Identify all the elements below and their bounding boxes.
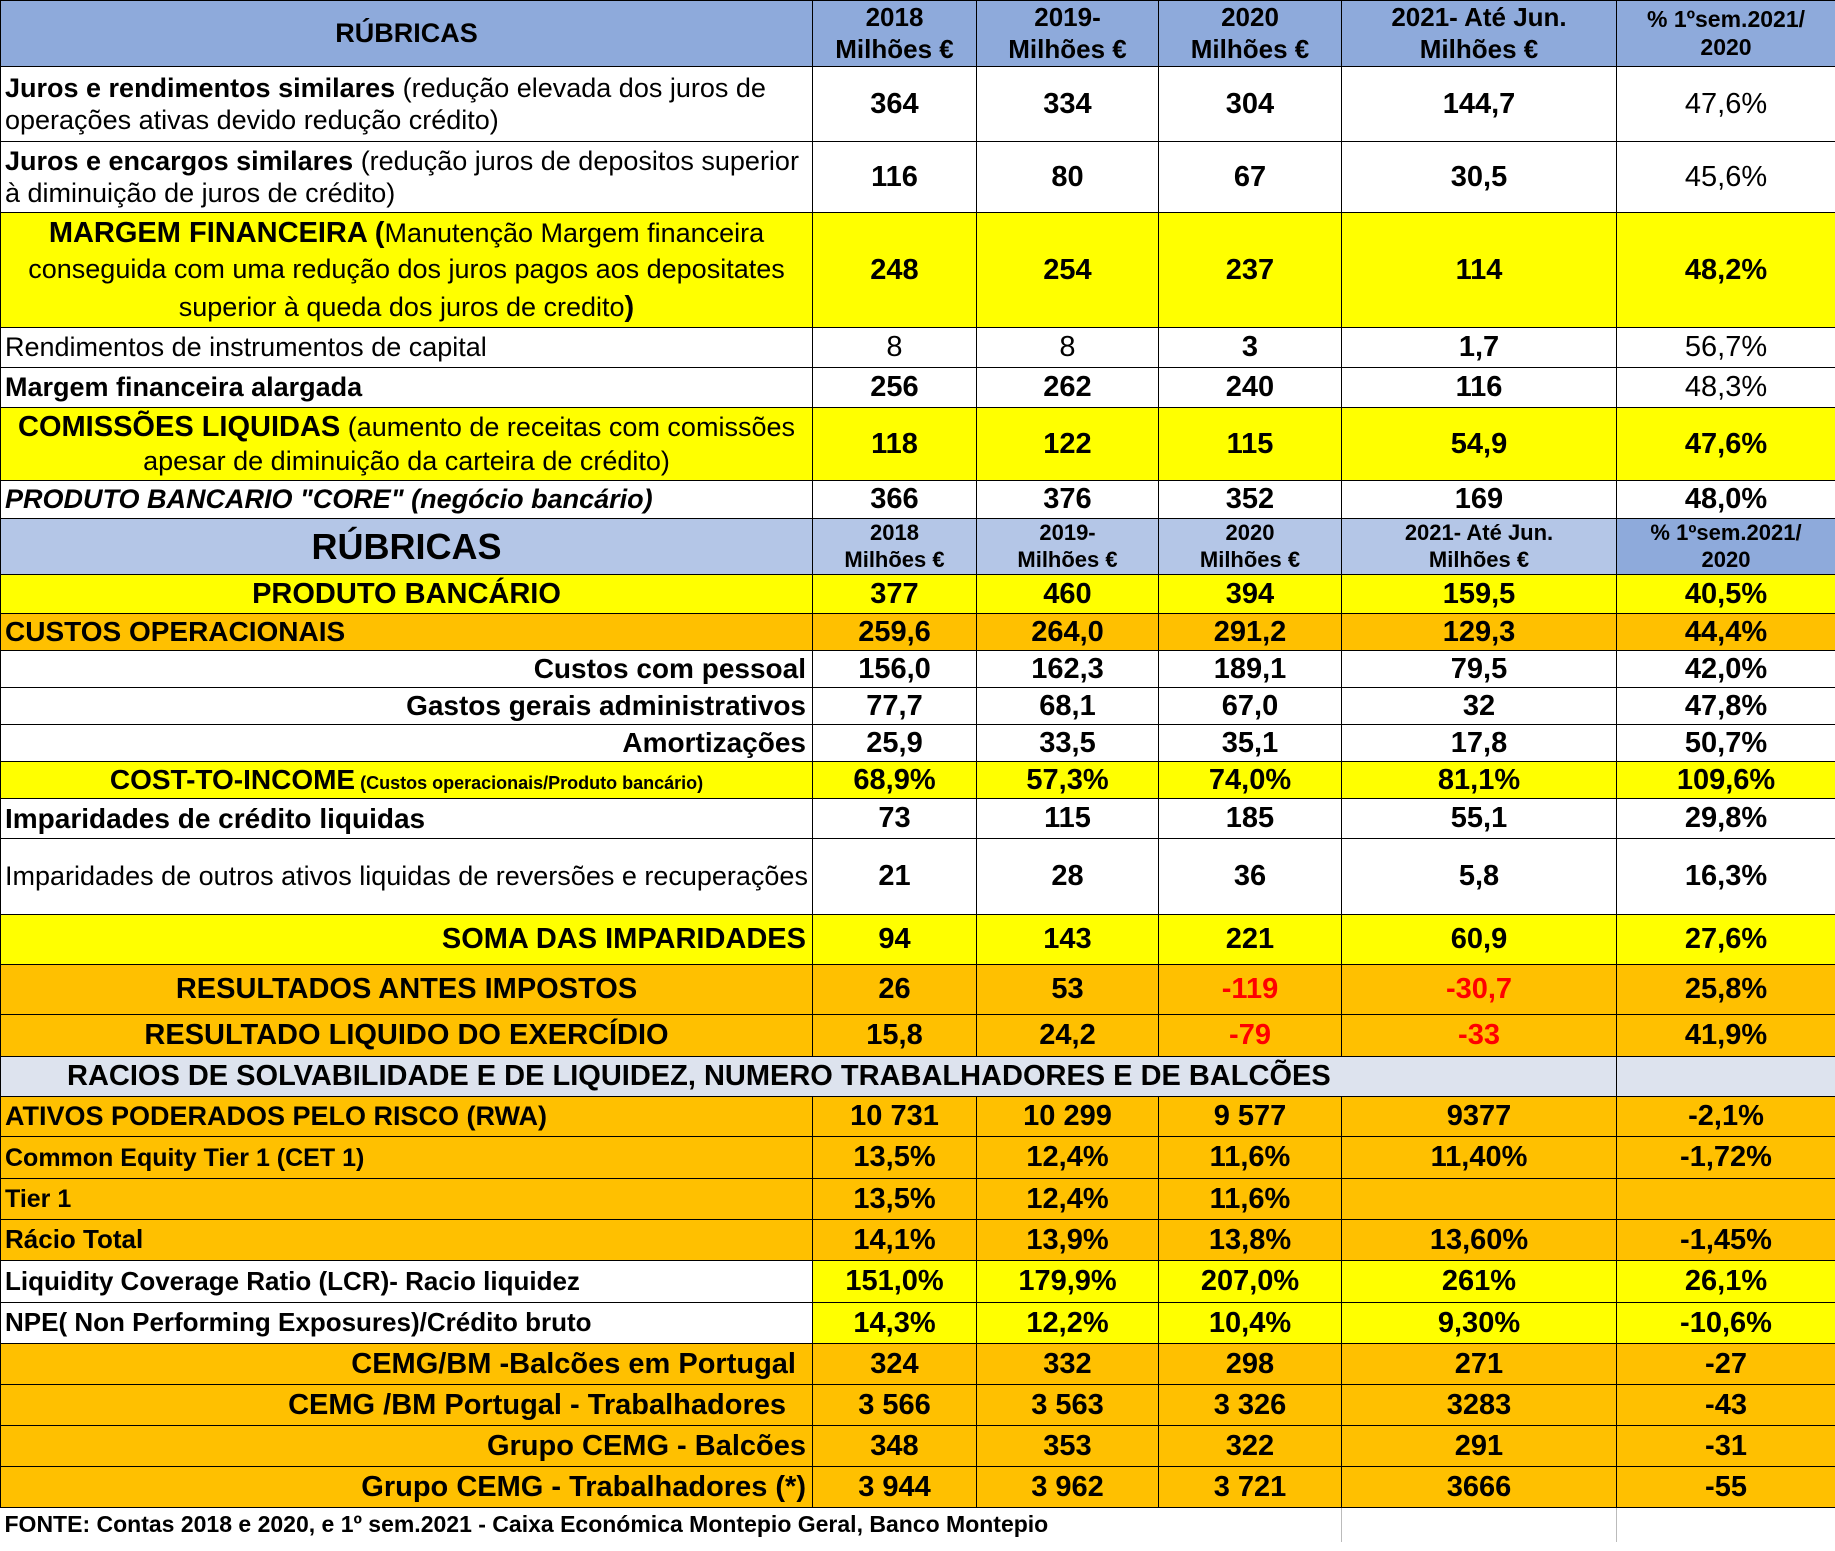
cell-2020: 3 721 xyxy=(1159,1467,1342,1508)
table-row xyxy=(1,965,1835,1015)
table-row xyxy=(1,67,1835,142)
cell-2021: -33 xyxy=(1342,1015,1617,1057)
cell-pct: 47,6% xyxy=(1617,67,1835,142)
cell-2018: 151,0% xyxy=(813,1261,977,1303)
cell-2021: 261% xyxy=(1342,1261,1617,1303)
row-label: Liquidity Coverage Ratio (LCR)- Racio liquidez xyxy=(1,1261,813,1303)
cell-pct: -1,72% xyxy=(1617,1137,1835,1179)
row-label: Common Equity Tier 1 (CET 1) xyxy=(1,1137,813,1179)
cell-2019: 13,9% xyxy=(977,1220,1159,1261)
cell-2021: 81,1% xyxy=(1342,762,1617,799)
row-label: Gastos gerais administrativos xyxy=(1,688,813,725)
cell-2020: 3 xyxy=(1159,328,1342,368)
cell-2019: 33,5 xyxy=(977,725,1159,762)
row-label: Amortizações xyxy=(1,725,813,762)
cell-pct: 50,7% xyxy=(1617,725,1835,762)
cell-2018: 3 944 xyxy=(813,1467,977,1508)
cell-2020: 13,8% xyxy=(1159,1220,1342,1261)
cell-2018: 94 xyxy=(813,915,977,965)
table-row xyxy=(1,1385,1835,1426)
cell-2019: 80 xyxy=(977,142,1159,213)
cell-pct: 29,8% xyxy=(1617,799,1835,839)
cell-2018: 256 xyxy=(813,368,977,408)
cell-pct: 45,6% xyxy=(1617,142,1835,213)
cell-2019: 53 xyxy=(977,965,1159,1015)
table-row xyxy=(1,1467,1835,1508)
row-label: Rendimentos de instrumentos de capital xyxy=(1,328,813,368)
cell-2019: 12,2% xyxy=(977,1303,1159,1344)
table-row xyxy=(1,213,1835,328)
row-label: Grupo CEMG - Balcões xyxy=(1,1426,813,1467)
cell-2018: 118 xyxy=(813,408,977,481)
cell-2021: 79,5 xyxy=(1342,651,1617,688)
row-label: Grupo CEMG - Trabalhadores (*) xyxy=(1,1467,813,1508)
row-label: SOMA DAS IMPARIDADES xyxy=(1,915,813,965)
cell-2018: 13,5% xyxy=(813,1137,977,1179)
row-label: Rácio Total xyxy=(1,1220,813,1261)
cell-2018: 13,5% xyxy=(813,1179,977,1220)
table-row xyxy=(1,651,1835,688)
cell-pct: 109,6% xyxy=(1617,762,1835,799)
cell-2020: 237 xyxy=(1159,213,1342,328)
table-row xyxy=(1,142,1835,213)
cell-pct: 41,9% xyxy=(1617,1015,1835,1057)
cell-2020: 322 xyxy=(1159,1426,1342,1467)
cell-pct: 47,8% xyxy=(1617,688,1835,725)
table-row xyxy=(1,1179,1835,1220)
cell-2021: 291 xyxy=(1342,1426,1617,1467)
cell-2021 xyxy=(1342,1179,1617,1220)
row-label: Tier 1 xyxy=(1,1179,813,1220)
cell-2020: 240 xyxy=(1159,368,1342,408)
section-title-row xyxy=(1,1057,1835,1097)
cell-pct: 44,4% xyxy=(1617,614,1835,651)
cell-2019: 460 xyxy=(977,575,1159,614)
cell-pct: -55 xyxy=(1617,1467,1835,1508)
cell-empty xyxy=(1342,1508,1617,1542)
cell-2020: 394 xyxy=(1159,575,1342,614)
row-label: RESULTADO LIQUIDO DO EXERCÍDIO xyxy=(1,1015,813,1057)
table-row xyxy=(1,1303,1835,1344)
cell-2018: 25,9 xyxy=(813,725,977,762)
cell-2018: 15,8 xyxy=(813,1015,977,1057)
cell-2021: 17,8 xyxy=(1342,725,1617,762)
cell-2019: 254 xyxy=(977,213,1159,328)
cell-2021: 1,7 xyxy=(1342,328,1617,368)
cell-pct: 42,0% xyxy=(1617,651,1835,688)
cell-pct: -27 xyxy=(1617,1344,1835,1385)
cell-2020: 304 xyxy=(1159,67,1342,142)
cell-2020: -119 xyxy=(1159,965,1342,1015)
cell-2018: 14,3% xyxy=(813,1303,977,1344)
row-label: CEMG/BM -Balcões em Portugal xyxy=(1,1344,813,1385)
table-row xyxy=(1,328,1835,368)
cell-2018: 366 xyxy=(813,481,977,519)
header-row xyxy=(1,1,1835,67)
cell-2020: 3 326 xyxy=(1159,1385,1342,1426)
cell-2021: 54,9 xyxy=(1342,408,1617,481)
cell-2019: 264,0 xyxy=(977,614,1159,651)
header-row xyxy=(1,519,1835,575)
cell-2021: 30,5 xyxy=(1342,142,1617,213)
cell-2019: 68,1 xyxy=(977,688,1159,725)
header-col-2020: 2020 Milhões € xyxy=(1159,519,1342,575)
cell-2019: 8 xyxy=(977,328,1159,368)
cell-2021: 9,30% xyxy=(1342,1303,1617,1344)
cell-2019: 353 xyxy=(977,1426,1159,1467)
cell-pct: 56,7% xyxy=(1617,328,1835,368)
cell-2019: 115 xyxy=(977,799,1159,839)
cell-pct: -10,6% xyxy=(1617,1303,1835,1344)
cell-2021: 3283 xyxy=(1342,1385,1617,1426)
cell-2021: 3666 xyxy=(1342,1467,1617,1508)
cell-2020: 11,6% xyxy=(1159,1179,1342,1220)
row-label: NPE( Non Performing Exposures)/Crédito bruto xyxy=(1,1303,813,1344)
cell-pct: -43 xyxy=(1617,1385,1835,1426)
cell-2019: 3 962 xyxy=(977,1467,1159,1508)
row-label: Juros e encargos similares (redução juros de depositos superior à diminuição de juros de crédito) xyxy=(1,142,813,213)
cell-empty xyxy=(1617,1508,1835,1542)
section-title: RACIOS DE SOLVABILIDADE E DE LIQUIDEZ, NUMERO TRABALHADORES E DE BALCÕES xyxy=(1,1057,1617,1097)
row-label: MARGEM FINANCEIRA (Manutenção Margem financeira conseguida com uma redução dos juros pagos aos depositates superior à queda dos juros de credito) xyxy=(1,213,813,328)
row-label: CEMG /BM Portugal - Trabalhadores xyxy=(1,1385,813,1426)
cell-2021: 55,1 xyxy=(1342,799,1617,839)
cell-pct: 26,1% xyxy=(1617,1261,1835,1303)
cell-2019: 334 xyxy=(977,67,1159,142)
header-col-2018: 2018 Milhões € xyxy=(813,519,977,575)
row-label: Imparidades de outros ativos liquidas de reversões e recuperações xyxy=(1,839,813,915)
table-row xyxy=(1,1261,1835,1303)
table-row xyxy=(1,481,1835,519)
cell-2021: 9377 xyxy=(1342,1097,1617,1137)
source-note: FONTE: Contas 2018 e 2020, e 1º sem.2021 - Caixa Económica Montepio Geral, Banco Montepio xyxy=(1,1508,1342,1542)
cell-2019: 122 xyxy=(977,408,1159,481)
header-col-2021: 2021- Até Jun. Milhões € xyxy=(1342,519,1617,575)
cell-pct: 16,3% xyxy=(1617,839,1835,915)
cell-2019: 12,4% xyxy=(977,1137,1159,1179)
row-label: PRODUTO BANCÁRIO xyxy=(1,575,813,614)
table-row xyxy=(1,725,1835,762)
cell-2019: 10 299 xyxy=(977,1097,1159,1137)
row-label: COST-TO-INCOME (Custos operacionais/Produto bancário) xyxy=(1,762,813,799)
cell-2020: 74,0% xyxy=(1159,762,1342,799)
table-row xyxy=(1,1137,1835,1179)
header-col-2019: 2019- Milhões € xyxy=(977,519,1159,575)
table-row xyxy=(1,614,1835,651)
cell-2021: 32 xyxy=(1342,688,1617,725)
cell-2018: 324 xyxy=(813,1344,977,1385)
cell-2021: 5,8 xyxy=(1342,839,1617,915)
table-row xyxy=(1,1426,1835,1467)
row-label: Custos com pessoal xyxy=(1,651,813,688)
cell-2018: 73 xyxy=(813,799,977,839)
cell-2021: 129,3 xyxy=(1342,614,1617,651)
cell-pct: 40,5% xyxy=(1617,575,1835,614)
cell-2020: 221 xyxy=(1159,915,1342,965)
cell-2019: 57,3% xyxy=(977,762,1159,799)
row-label: Juros e rendimentos similares (redução elevada dos juros de operações ativas devido redução crédito) xyxy=(1,67,813,142)
row-label: ATIVOS PODERADOS PELO RISCO (RWA) xyxy=(1,1097,813,1137)
cell-2019: 3 563 xyxy=(977,1385,1159,1426)
cell-2019: 162,3 xyxy=(977,651,1159,688)
cell-2019: 332 xyxy=(977,1344,1159,1385)
cell-2021: 144,7 xyxy=(1342,67,1617,142)
cell-pct: 48,0% xyxy=(1617,481,1835,519)
header-rubricas: RÚBRICAS xyxy=(1,519,813,575)
cell-2018: 377 xyxy=(813,575,977,614)
cell-2020: -79 xyxy=(1159,1015,1342,1057)
table-row xyxy=(1,839,1835,915)
cell-2021: 13,60% xyxy=(1342,1220,1617,1261)
cell-2020: 10,4% xyxy=(1159,1303,1342,1344)
cell-2020: 67,0 xyxy=(1159,688,1342,725)
header-col-pct: % 1ºsem.2021/ 2020 xyxy=(1617,1,1835,67)
cell-2021: -30,7 xyxy=(1342,965,1617,1015)
header-col-2018: 2018 Milhões € xyxy=(813,1,977,67)
cell-pct: 48,2% xyxy=(1617,213,1835,328)
table-row xyxy=(1,688,1835,725)
header-rubricas: RÚBRICAS xyxy=(1,1,813,67)
footer-row xyxy=(1,1508,1835,1542)
cell-2018: 348 xyxy=(813,1426,977,1467)
cell-empty xyxy=(1617,1057,1835,1097)
table-row xyxy=(1,1344,1835,1385)
table-row xyxy=(1,575,1835,614)
cell-2021: 114 xyxy=(1342,213,1617,328)
cell-2021: 159,5 xyxy=(1342,575,1617,614)
cell-pct xyxy=(1617,1179,1835,1220)
cell-2018: 248 xyxy=(813,213,977,328)
cell-2018: 26 xyxy=(813,965,977,1015)
cell-2018: 21 xyxy=(813,839,977,915)
header-col-pct: % 1ºsem.2021/ 2020 xyxy=(1617,519,1835,575)
cell-2018: 116 xyxy=(813,142,977,213)
cell-2020: 207,0% xyxy=(1159,1261,1342,1303)
cell-pct: -2,1% xyxy=(1617,1097,1835,1137)
cell-2020: 298 xyxy=(1159,1344,1342,1385)
cell-2018: 259,6 xyxy=(813,614,977,651)
cell-2019: 12,4% xyxy=(977,1179,1159,1220)
cell-2020: 291,2 xyxy=(1159,614,1342,651)
cell-2020: 352 xyxy=(1159,481,1342,519)
table-row xyxy=(1,1015,1835,1057)
cell-2018: 10 731 xyxy=(813,1097,977,1137)
cell-2020: 185 xyxy=(1159,799,1342,839)
cell-2018: 77,7 xyxy=(813,688,977,725)
cell-2021: 271 xyxy=(1342,1344,1617,1385)
cell-2019: 262 xyxy=(977,368,1159,408)
cell-2019: 179,9% xyxy=(977,1261,1159,1303)
cell-2020: 11,6% xyxy=(1159,1137,1342,1179)
cell-pct: 25,8% xyxy=(1617,965,1835,1015)
cell-2020: 115 xyxy=(1159,408,1342,481)
cell-2021: 11,40% xyxy=(1342,1137,1617,1179)
table-row xyxy=(1,799,1835,839)
cell-2020: 9 577 xyxy=(1159,1097,1342,1137)
cell-2018: 3 566 xyxy=(813,1385,977,1426)
row-label: Margem financeira alargada xyxy=(1,368,813,408)
header-col-2020: 2020 Milhões € xyxy=(1159,1,1342,67)
cell-2018: 156,0 xyxy=(813,651,977,688)
cell-2020: 36 xyxy=(1159,839,1342,915)
table-row xyxy=(1,762,1835,799)
cell-pct: -1,45% xyxy=(1617,1220,1835,1261)
cell-2019: 376 xyxy=(977,481,1159,519)
header-col-2019: 2019- Milhões € xyxy=(977,1,1159,67)
cell-2018: 364 xyxy=(813,67,977,142)
header-col-2021: 2021- Até Jun. Milhões € xyxy=(1342,1,1617,67)
cell-2020: 189,1 xyxy=(1159,651,1342,688)
table-row xyxy=(1,408,1835,481)
cell-2020: 35,1 xyxy=(1159,725,1342,762)
cell-2021: 116 xyxy=(1342,368,1617,408)
table-row xyxy=(1,915,1835,965)
cell-2021: 60,9 xyxy=(1342,915,1617,965)
cell-2018: 8 xyxy=(813,328,977,368)
cell-2019: 28 xyxy=(977,839,1159,915)
table-row xyxy=(1,1097,1835,1137)
table-row xyxy=(1,368,1835,408)
row-label: CUSTOS OPERACIONAIS xyxy=(1,614,813,651)
table-row xyxy=(1,1220,1835,1261)
cell-2018: 14,1% xyxy=(813,1220,977,1261)
row-label: RESULTADOS ANTES IMPOSTOS xyxy=(1,965,813,1015)
cell-pct: 48,3% xyxy=(1617,368,1835,408)
cell-2019: 24,2 xyxy=(977,1015,1159,1057)
cell-pct: -31 xyxy=(1617,1426,1835,1467)
cell-2020: 67 xyxy=(1159,142,1342,213)
cell-pct: 47,6% xyxy=(1617,408,1835,481)
cell-2019: 143 xyxy=(977,915,1159,965)
cell-pct: 27,6% xyxy=(1617,915,1835,965)
row-label: COMISSÕES LIQUIDAS (aumento de receitas com comissões apesar de diminuição da carteira de crédito) xyxy=(1,408,813,481)
row-label: Imparidades de crédito liquidas xyxy=(1,799,813,839)
cell-2021: 169 xyxy=(1342,481,1617,519)
cell-2018: 68,9% xyxy=(813,762,977,799)
row-label: PRODUTO BANCARIO "CORE" (negócio bancário) xyxy=(1,481,813,519)
